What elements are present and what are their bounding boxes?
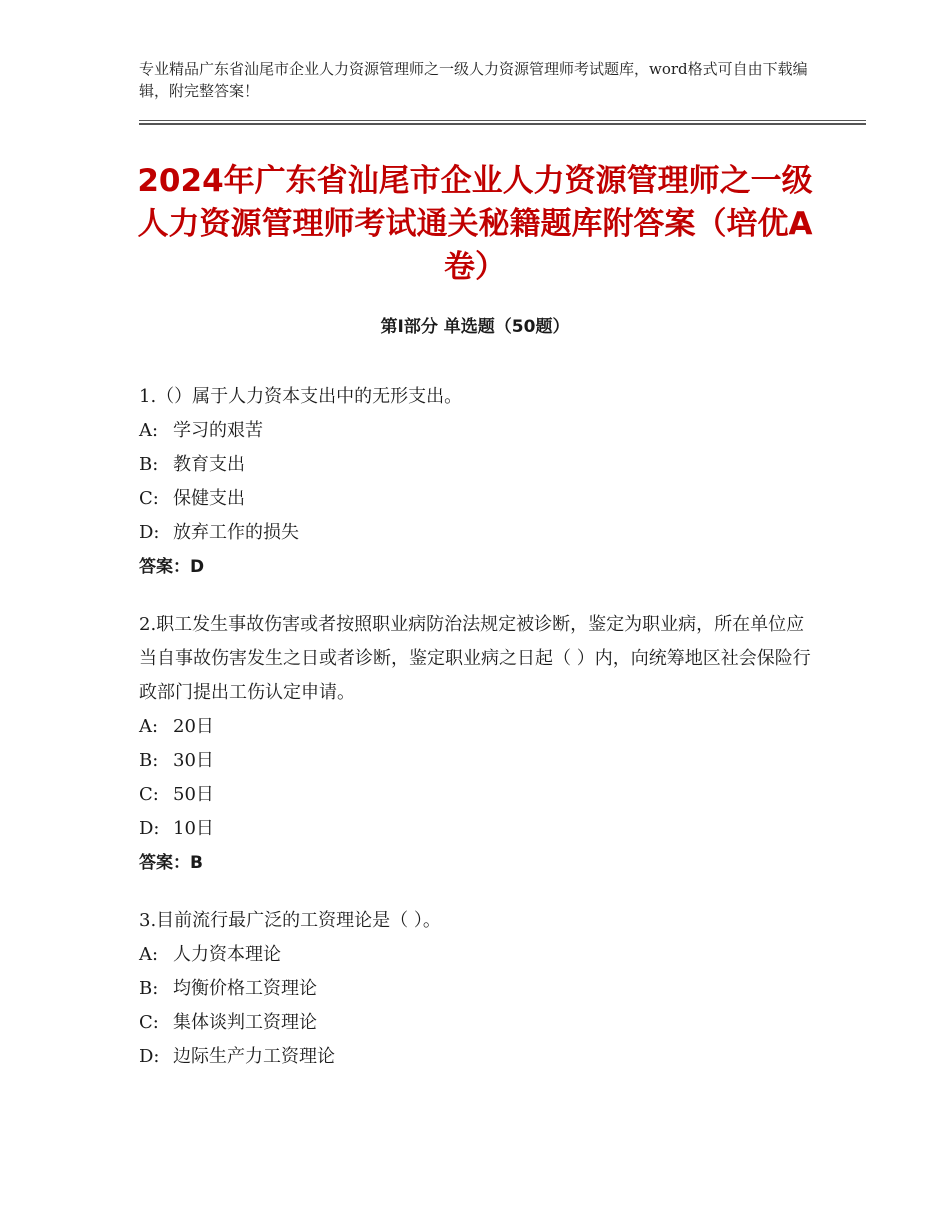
answer-line: 答案：D [139, 557, 205, 577]
option-letter: A: [139, 420, 159, 441]
question-stem: 3.目前流行最广泛的工资理论是（ ）。 [139, 910, 441, 931]
question-stem: 2.职工发生事故伤害或者按照职业病防治法规定被诊断，鉴定为职业病，所在单位应当自事故伤害发生之日或者诊断，鉴定职业病之日起（ ）内，向统筹地区社会保险行政部门提出工伤认定申请。 [139, 614, 811, 703]
option-text: 50日 [173, 784, 214, 805]
option-d [139, 516, 811, 550]
option-letter: C: [139, 784, 159, 805]
option-text: 20日 [173, 716, 214, 737]
question-stem: 1.（）属于人力资本支出中的无形支出。 [139, 386, 463, 407]
answer-line: 答案：B [139, 853, 203, 873]
option-c [139, 482, 811, 516]
option-letter: A: [139, 716, 159, 737]
option-text: 放弃工作的损失 [173, 522, 299, 543]
option-letter: D: [139, 522, 160, 543]
question-list [139, 380, 811, 1098]
header-note: 专业精品广东省汕尾市企业人力资源管理师之一级人力资源管理师考试题库，word格式可自由下载编辑，附完整答案！ [139, 60, 808, 100]
option-letter: A: [139, 944, 159, 965]
option-text: 均衡价格工资理论 [173, 978, 317, 999]
option-a [139, 938, 811, 972]
option-letter: D: [139, 818, 160, 839]
option-text: 教育支出 [173, 454, 245, 475]
option-a [139, 710, 811, 744]
option-letter: D: [139, 1046, 160, 1067]
option-letter: C: [139, 488, 159, 509]
option-letter: C: [139, 1012, 159, 1033]
option-letter: B: [139, 454, 159, 475]
option-letter: B: [139, 750, 159, 771]
option-b [139, 972, 811, 1006]
option-a [139, 414, 811, 448]
option-text: 学习的艰苦 [173, 420, 263, 441]
option-c [139, 778, 811, 812]
option-d [139, 1040, 811, 1074]
option-text: 边际生产力工资理论 [173, 1046, 335, 1067]
option-text: 10日 [173, 818, 214, 839]
option-letter: B: [139, 978, 159, 999]
option-text: 保健支出 [173, 488, 245, 509]
option-text: 30日 [173, 750, 214, 771]
option-d [139, 812, 811, 846]
option-c [139, 1006, 811, 1040]
option-text: 人力资本理论 [173, 944, 281, 965]
document-title: 2024年广东省汕尾市企业人力资源管理师之一级人力资源管理师考试通关秘籍题库附答案（培优A卷） [137, 163, 813, 285]
header-divider [139, 120, 866, 125]
question-2 [139, 608, 811, 880]
option-b [139, 448, 811, 482]
question-3 [139, 904, 811, 1074]
option-text: 集体谈判工资理论 [173, 1012, 317, 1033]
option-b [139, 744, 811, 778]
section-title: 第Ⅰ部分 单选题（50题） [380, 317, 570, 337]
question-1 [139, 380, 811, 584]
